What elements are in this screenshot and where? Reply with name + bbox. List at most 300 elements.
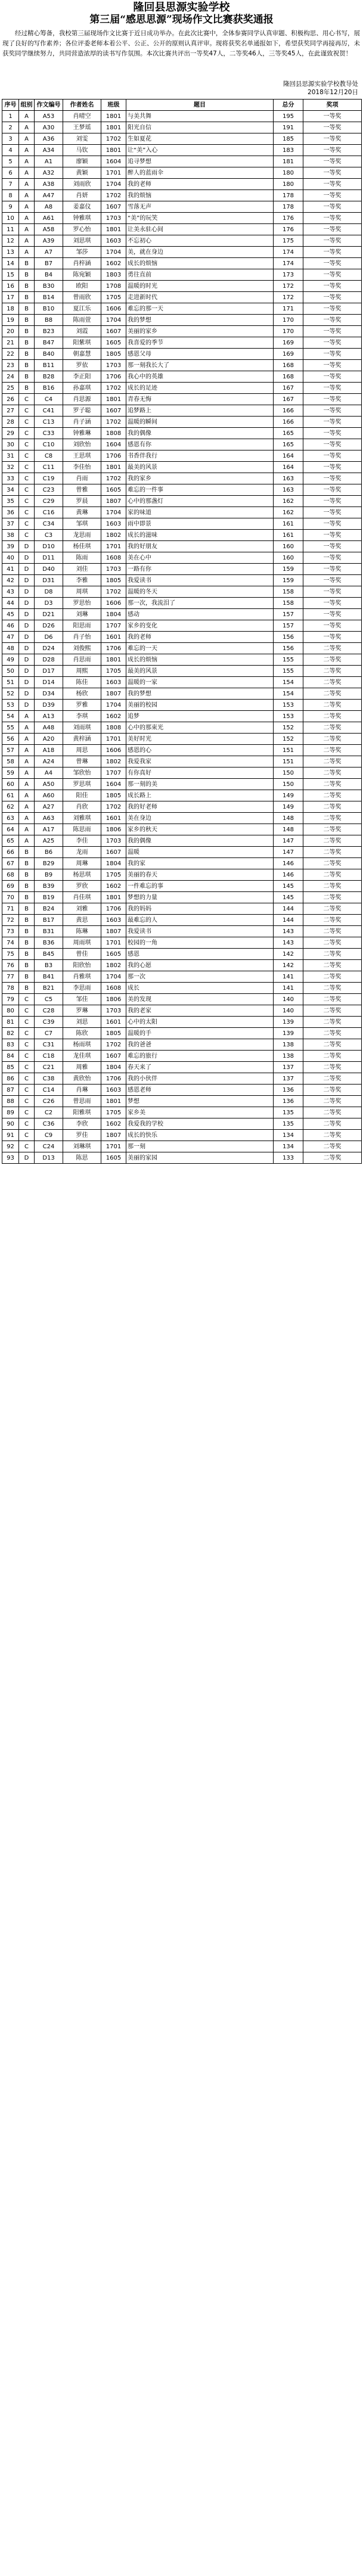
table-row (2, 1130, 362, 1141)
row-group: B (19, 949, 35, 960)
table-row (2, 666, 362, 677)
row-class: 1706 (101, 450, 126, 462)
row-class: 1808 (101, 428, 126, 439)
row-class: 1607 (101, 405, 126, 417)
row-number: 68 (2, 869, 19, 881)
table-row (2, 552, 362, 564)
row-number: 17 (2, 292, 19, 303)
row-number: 9 (2, 201, 19, 213)
row-class: 1807 (101, 926, 126, 937)
row-number: 47 (2, 632, 19, 643)
row-title: 成长路上 (126, 790, 274, 801)
row-author: 肖欣 (63, 801, 101, 813)
row-title: 醉人的蓝雨伞 (126, 167, 274, 179)
row-code: A39 (35, 235, 63, 247)
row-group: C (19, 439, 35, 450)
row-title: 家乡美 (126, 1107, 274, 1118)
row-score: 158 (274, 598, 303, 609)
col-header-group: 组别 (19, 100, 35, 111)
row-class: 1706 (101, 1073, 126, 1085)
row-score: 172 (274, 292, 303, 303)
table-row (2, 281, 362, 292)
table-row (2, 518, 362, 530)
row-code: A63 (35, 813, 63, 824)
row-author: 马钦 (63, 145, 101, 156)
row-class: 1605 (101, 337, 126, 349)
row-code: B28 (35, 371, 63, 383)
row-author: 肖子怡 (63, 632, 101, 643)
row-code: D26 (35, 620, 63, 632)
table-row (2, 337, 362, 349)
row-award: 一等奖 (303, 575, 362, 586)
row-award: 一等奖 (303, 586, 362, 598)
row-number: 16 (2, 281, 19, 292)
row-award: 二等奖 (303, 1141, 362, 1152)
table-row (2, 711, 362, 722)
row-code: B21 (35, 983, 63, 994)
row-number: 59 (2, 767, 19, 779)
row-code: C7 (35, 1028, 63, 1039)
row-group: C (19, 1118, 35, 1130)
row-score: 163 (274, 473, 303, 484)
row-title: 我的老家 (126, 1005, 274, 1017)
row-code: D28 (35, 654, 63, 666)
table-row (2, 462, 362, 473)
row-score: 154 (274, 677, 303, 688)
awards-table (2, 99, 362, 1164)
row-award: 一等奖 (303, 541, 362, 552)
row-score: 141 (274, 983, 303, 994)
row-class: 1805 (101, 349, 126, 360)
table-row (2, 1141, 362, 1152)
row-title: 感恩的心 (126, 745, 274, 756)
row-group: B (19, 292, 35, 303)
row-class: 1601 (101, 632, 126, 643)
row-score: 159 (274, 564, 303, 575)
row-class: 1605 (101, 949, 126, 960)
row-code: D3 (35, 598, 63, 609)
row-code: A32 (35, 167, 63, 179)
row-group: B (19, 383, 35, 394)
row-award: 一等奖 (303, 111, 362, 122)
row-class: 1705 (101, 869, 126, 881)
row-author: 邹佳 (63, 994, 101, 1005)
row-code: C23 (35, 484, 63, 496)
row-code: C39 (35, 1017, 63, 1028)
row-number: 51 (2, 677, 19, 688)
row-author: 李雅 (63, 575, 101, 586)
row-class: 1704 (101, 179, 126, 190)
row-author: 周思 (63, 745, 101, 756)
table-row (2, 915, 362, 926)
row-class: 1802 (101, 756, 126, 767)
row-award: 一等奖 (303, 247, 362, 258)
row-number: 86 (2, 1073, 19, 1085)
table-row (2, 835, 362, 847)
row-number: 56 (2, 734, 19, 745)
table-row (2, 417, 362, 428)
row-group: B (19, 971, 35, 983)
row-title: 那一刻的美 (126, 779, 274, 790)
row-class: 1607 (101, 847, 126, 858)
row-score: 153 (274, 700, 303, 711)
row-score: 147 (274, 835, 303, 847)
row-author: 刘雨琪 (63, 722, 101, 734)
row-author: 刘霞 (63, 326, 101, 337)
row-class: 1808 (101, 722, 126, 734)
row-number: 58 (2, 756, 19, 767)
row-title: 校园的一角 (126, 937, 274, 949)
row-number: 31 (2, 450, 19, 462)
row-award: 二等奖 (303, 790, 362, 801)
row-class: 1703 (101, 835, 126, 847)
row-number: 54 (2, 711, 19, 722)
row-title: 心中的太阳 (126, 1017, 274, 1028)
row-class: 1704 (101, 247, 126, 258)
table-row (2, 315, 362, 326)
row-title: 那一刻我长大了 (126, 360, 274, 371)
row-score: 147 (274, 847, 303, 858)
row-title: 我爱我家 (126, 756, 274, 767)
row-score: 142 (274, 949, 303, 960)
table-row (2, 949, 362, 960)
row-title: 心中的那束光 (126, 722, 274, 734)
row-number: 92 (2, 1141, 19, 1152)
row-author: 王梦瑶 (63, 122, 101, 133)
row-class: 1605 (101, 1152, 126, 1164)
row-code: B4 (35, 269, 63, 281)
row-author: 朝嘉慧 (63, 349, 101, 360)
row-author: 李欣 (63, 1118, 101, 1130)
row-title: 成长的快乐 (126, 1130, 274, 1141)
row-class: 1704 (101, 971, 126, 983)
row-code: C4 (35, 394, 63, 405)
row-class: 1606 (101, 745, 126, 756)
row-title: 难忘的一件事 (126, 484, 274, 496)
row-group: C (19, 428, 35, 439)
row-title: 我的老师 (126, 179, 274, 190)
row-number: 82 (2, 1028, 19, 1039)
row-author: 杨佳琪 (63, 541, 101, 552)
row-award: 一等奖 (303, 552, 362, 564)
table-row (2, 881, 362, 892)
row-author: 阳紫琪 (63, 337, 101, 349)
row-score: 163 (274, 484, 303, 496)
row-class: 1607 (101, 326, 126, 337)
table-row (2, 349, 362, 360)
row-class: 1602 (101, 711, 126, 722)
row-award: 一等奖 (303, 315, 362, 326)
row-author: 杨思琪 (63, 869, 101, 881)
row-title: 感恩老师 (126, 1085, 274, 1096)
row-group: A (19, 790, 35, 801)
row-number: 46 (2, 620, 19, 632)
row-award: 一等奖 (303, 450, 362, 462)
row-class: 1701 (101, 1141, 126, 1152)
row-title: 成长的足迹 (126, 383, 274, 394)
row-score: 181 (274, 156, 303, 167)
row-author: 罗欣 (63, 881, 101, 892)
row-code: B10 (35, 303, 63, 315)
table-row (2, 235, 362, 247)
row-award: 一等奖 (303, 417, 362, 428)
row-group: B (19, 269, 35, 281)
row-class: 1603 (101, 677, 126, 688)
row-class: 1804 (101, 1062, 126, 1073)
row-title: 一路有你 (126, 564, 274, 575)
row-score: 166 (274, 405, 303, 417)
row-class: 1802 (101, 960, 126, 971)
row-class: 1603 (101, 518, 126, 530)
row-class: 1702 (101, 586, 126, 598)
row-number: 27 (2, 405, 19, 417)
row-author: 刘雯 (63, 133, 101, 145)
row-award: 一等奖 (303, 303, 362, 315)
row-number: 80 (2, 1005, 19, 1017)
row-score: 155 (274, 654, 303, 666)
table-row (2, 892, 362, 903)
table-row (2, 869, 362, 881)
row-group: B (19, 881, 35, 892)
row-title: 春天来了 (126, 1062, 274, 1073)
row-number: 77 (2, 971, 19, 983)
row-number: 78 (2, 983, 19, 994)
row-group: D (19, 620, 35, 632)
row-award: 一等奖 (303, 337, 362, 349)
row-number: 20 (2, 326, 19, 337)
row-number: 24 (2, 371, 19, 383)
row-class: 1704 (101, 315, 126, 326)
row-award: 一等奖 (303, 598, 362, 609)
row-author: 钟雅琳 (63, 428, 101, 439)
row-number: 69 (2, 881, 19, 892)
row-award: 二等奖 (303, 1051, 362, 1062)
col-header-code: 作文编号 (35, 100, 63, 111)
row-number: 32 (2, 462, 19, 473)
row-title: 追寻梦想 (126, 156, 274, 167)
row-code: C5 (35, 994, 63, 1005)
row-author: 龙思雨 (63, 530, 101, 541)
row-title: 难忘的那一天 (126, 303, 274, 315)
col-header-title: 题目 (126, 100, 274, 111)
row-author: 肖晴空 (63, 111, 101, 122)
row-number: 93 (2, 1152, 19, 1164)
row-group: C (19, 518, 35, 530)
row-score: 144 (274, 915, 303, 926)
row-class: 1801 (101, 462, 126, 473)
row-code: C16 (35, 507, 63, 518)
row-award: 一等奖 (303, 518, 362, 530)
row-group: A (19, 133, 35, 145)
row-group: D (19, 1152, 35, 1164)
row-code: C19 (35, 473, 63, 484)
row-group: C (19, 1107, 35, 1118)
row-score: 160 (274, 541, 303, 552)
row-group: C (19, 1073, 35, 1085)
row-award: 一等奖 (303, 564, 362, 575)
row-number: 6 (2, 167, 19, 179)
row-group: B (19, 360, 35, 371)
row-award: 一等奖 (303, 201, 362, 213)
row-title: 美的发现 (126, 994, 274, 1005)
row-code: C29 (35, 496, 63, 507)
table-row (2, 541, 362, 552)
row-score: 156 (274, 643, 303, 654)
row-title: 青春无悔 (126, 394, 274, 405)
row-number: 1 (2, 111, 19, 122)
row-class: 1707 (101, 767, 126, 779)
row-title: 美丽的家园 (126, 1152, 274, 1164)
row-number: 43 (2, 586, 19, 598)
row-code: C18 (35, 1051, 63, 1062)
row-class: 1603 (101, 235, 126, 247)
row-title: 我爱读书 (126, 575, 274, 586)
row-author: 刘雨欣 (63, 179, 101, 190)
row-score: 160 (274, 552, 303, 564)
table-row (2, 394, 362, 405)
row-group: A (19, 213, 35, 224)
row-group: B (19, 303, 35, 315)
row-award: 二等奖 (303, 903, 362, 915)
row-number: 57 (2, 745, 19, 756)
row-title: 追梦路上 (126, 405, 274, 417)
row-class: 1702 (101, 417, 126, 428)
row-class: 1805 (101, 790, 126, 801)
row-title: 走进新时代 (126, 292, 274, 303)
row-score: 150 (274, 779, 303, 790)
row-title: 我喜爱的季节 (126, 337, 274, 349)
row-award: 一等奖 (303, 371, 362, 383)
row-group: C (19, 394, 35, 405)
row-award: 二等奖 (303, 722, 362, 734)
row-class: 1706 (101, 643, 126, 654)
row-class: 1601 (101, 1017, 126, 1028)
table-row (2, 983, 362, 994)
row-group: B (19, 903, 35, 915)
row-code: A1 (35, 156, 63, 167)
row-author: 肖雨 (63, 473, 101, 484)
row-code: B23 (35, 326, 63, 337)
row-code: D13 (35, 1152, 63, 1164)
row-number: 19 (2, 315, 19, 326)
row-class: 1702 (101, 1039, 126, 1051)
row-number: 64 (2, 824, 19, 835)
row-code: C9 (35, 1130, 63, 1141)
row-title: 阳光自信 (126, 122, 274, 133)
row-group: A (19, 734, 35, 745)
row-title: 我的家乡 (126, 473, 274, 484)
row-number: 34 (2, 484, 19, 496)
row-number: 14 (2, 258, 19, 269)
row-author: 罗晨 (63, 496, 101, 507)
row-code: A7 (35, 247, 63, 258)
table-row (2, 292, 362, 303)
row-author: 黄颖 (63, 167, 101, 179)
row-group: C (19, 994, 35, 1005)
row-code: A4 (35, 767, 63, 779)
row-class: 1803 (101, 269, 126, 281)
row-class: 1701 (101, 541, 126, 552)
row-score: 152 (274, 734, 303, 745)
table-row (2, 620, 362, 632)
row-number: 73 (2, 926, 19, 937)
row-group: B (19, 892, 35, 903)
table-row (2, 428, 362, 439)
table-row (2, 801, 362, 813)
row-score: 139 (274, 1017, 303, 1028)
row-code: C3 (35, 530, 63, 541)
row-group: C (19, 1005, 35, 1017)
row-author: 刘思 (63, 1017, 101, 1028)
row-score: 162 (274, 507, 303, 518)
table-row (2, 371, 362, 383)
row-number: 65 (2, 835, 19, 847)
row-class: 1703 (101, 564, 126, 575)
row-code: D10 (35, 541, 63, 552)
row-code: A47 (35, 190, 63, 201)
table-row (2, 903, 362, 915)
row-author: 王思琪 (63, 450, 101, 462)
row-award: 二等奖 (303, 666, 362, 677)
row-number: 37 (2, 518, 19, 530)
row-award: 一等奖 (303, 179, 362, 190)
row-code: C14 (35, 1085, 63, 1096)
row-class: 1702 (101, 383, 126, 394)
row-title: 温暖的一家 (126, 677, 274, 688)
row-group: D (19, 575, 35, 586)
row-class: 1807 (101, 496, 126, 507)
row-title: 让美永驻心间 (126, 224, 274, 235)
table-row (2, 1051, 362, 1062)
row-author: 肖子涵 (63, 417, 101, 428)
row-title: 美在身边 (126, 813, 274, 824)
row-author: 阳欣怡 (63, 960, 101, 971)
row-title: 追梦 (126, 711, 274, 722)
row-title: 家乡的变化 (126, 620, 274, 632)
row-author: 李佳 (63, 835, 101, 847)
row-award: 二等奖 (303, 643, 362, 654)
row-class: 1608 (101, 552, 126, 564)
row-number: 79 (2, 994, 19, 1005)
row-group: A (19, 801, 35, 813)
row-class: 1801 (101, 224, 126, 235)
row-score: 142 (274, 960, 303, 971)
row-title: 美丽的校园 (126, 700, 274, 711)
row-class: 1704 (101, 700, 126, 711)
table-row (2, 450, 362, 462)
table-row (2, 201, 362, 213)
row-code: A38 (35, 179, 63, 190)
row-code: D40 (35, 564, 63, 575)
row-number: 8 (2, 190, 19, 201)
row-class: 1602 (101, 881, 126, 892)
row-group: D (19, 541, 35, 552)
row-number: 3 (2, 133, 19, 145)
row-number: 67 (2, 858, 19, 869)
row-score: 165 (274, 439, 303, 450)
row-code: A34 (35, 145, 63, 156)
table-row (2, 632, 362, 643)
row-class: 1607 (101, 201, 126, 213)
row-award: 二等奖 (303, 892, 362, 903)
table-row (2, 326, 362, 337)
row-award: 一等奖 (303, 213, 362, 224)
row-score: 144 (274, 903, 303, 915)
row-score: 146 (274, 869, 303, 881)
row-group: B (19, 983, 35, 994)
row-award: 一等奖 (303, 224, 362, 235)
col-header-award: 奖项 (303, 100, 362, 111)
